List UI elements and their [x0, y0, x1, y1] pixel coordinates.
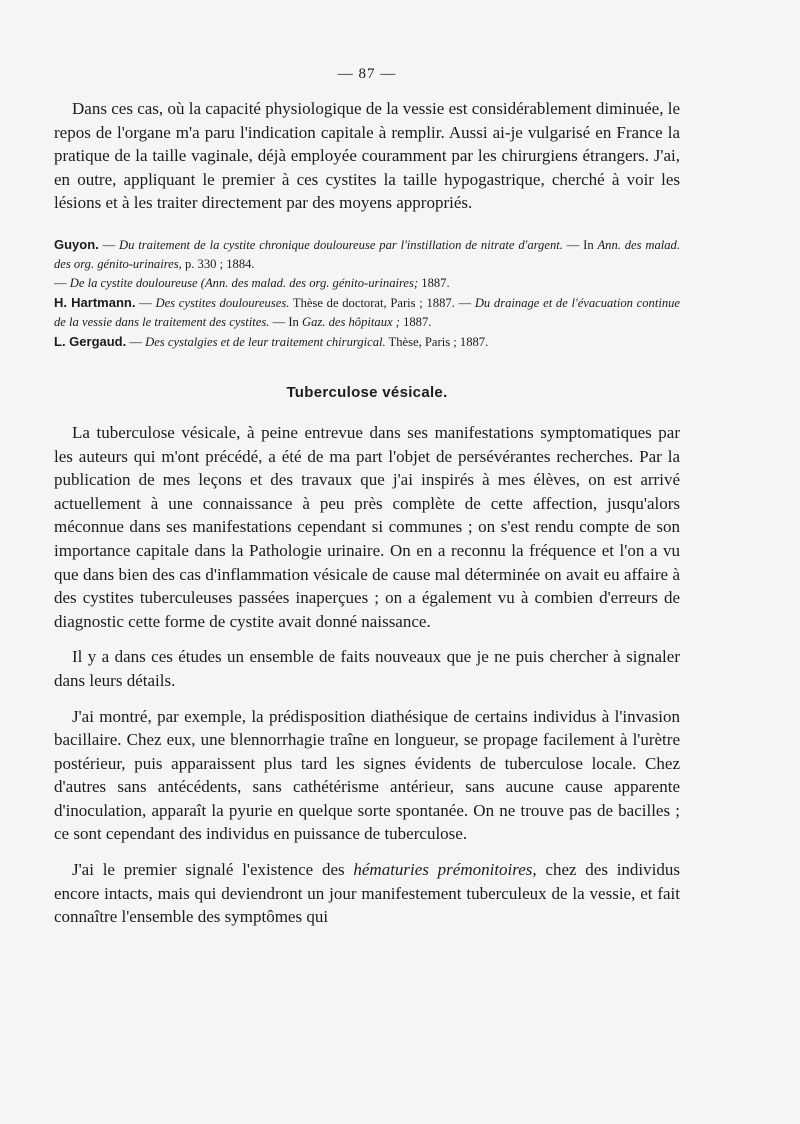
paragraph-text: , chez des individus encore intacts, mais qui deviendront un jour manifestement tuberculeux de la vessie, et fait connaître l'ensemble des symptômes qui	[54, 860, 680, 927]
reference-text: 1887.	[418, 275, 450, 290]
reference-journal: Gaz. des hôpitaux ;	[301, 314, 400, 329]
reference-guyon: Guyon. — Du traitement de la cystite chronique douloureuse par l'instillation de nitrate d'argent. — In Ann. des malad. des org. génito-urinaires, p. 330 ; 1884. — De la cystite douloureuse (Ann. des malad. des org. génito-urinaires; 1887.	[54, 236, 681, 290]
reference-title-2: Du drainage et de l'évacuation continue de la vessie dans le traitement des cystites.	[54, 295, 681, 329]
document-page	[54, 66, 680, 929]
emphasis-term: hématuries prémonitoires	[353, 860, 533, 880]
references-block	[54, 235, 680, 352]
section-title: Tuberculose vésicale.	[286, 383, 448, 401]
reference-author: Guyon.	[54, 236, 99, 252]
reference-text: Thèse de doctorat, Paris ; 1887. —	[289, 295, 475, 310]
reference-text: — In	[562, 237, 598, 252]
section-body	[54, 421, 680, 929]
section-paragraph-3: J'ai montré, par exemple, la prédisposition diathésique de certains individus à l'invasion bacillaire. Chez eux, une blennorrhagie traîne en longueur, se propage facilement à l'urètre postérieur, puis apparaissent plus tard les signes évidents de tuberculose locale. Chez d'autres sans antécédents, sans cathétérisme antérieur, sans aucune cause apparente d'inoculation, apparaît la pyurie en quelque sorte spontanée. On ne trouve pas de bacilles ; ce sont cependant des individus en puissance de tuberculose.	[54, 706, 680, 844]
reference-text: Thèse, Paris ; 1887.	[385, 334, 489, 349]
reference-separator: —	[135, 295, 156, 310]
reference-hartmann	[54, 293, 680, 332]
reference-separator: —	[98, 237, 120, 252]
section-paragraph-4	[54, 858, 680, 929]
page-number: — 87 —	[337, 66, 397, 82]
reference-author: L. Gergaud.	[54, 333, 127, 349]
reference-separator: —	[126, 334, 146, 349]
reference-title: Des cystites douloureuses.	[155, 295, 290, 310]
reference-title-2: De la cystite douloureuse (Ann. des malad. des org. génito-urinaires;	[69, 275, 419, 290]
reference-text: 1887.	[399, 314, 432, 329]
section-paragraph-2: Il y a dans ces études un ensemble de faits nouveaux que je ne puis chercher à signaler dans leurs détails.	[54, 647, 680, 690]
reference-author: H. Hartmann.	[54, 294, 136, 310]
reference-text: — In	[269, 314, 302, 329]
reference-title: Du traitement de la cystite chronique douloureuse par l'instillation de nitrate d'argent.	[119, 237, 563, 252]
paragraph-text: J'ai le premier signalé l'existence des	[72, 860, 354, 880]
reference-journal: Ann. des malad. des org. génito-urinaires,	[54, 237, 681, 271]
reference-title: Des cystalgies et de leur traitement chirurgical.	[145, 334, 386, 349]
reference-gergaud	[54, 332, 680, 352]
section-paragraph-1: La tuberculose vésicale, à peine entrevue dans ses manifestations symptomatiques par les auteurs qui m'ont précédé, a été de ma part l'objet de persévérantes recherches. Par la publication de mes leçons et des travaux que j'ai inspirés à mes élèves, on est arrivé actuellement à une connaissance à peu près complète de cette affection, jusqu'alors méconnue dans ses manifestations cependant si communes ; on s'est rendu compte de son importance capitale dans la Pathologie urinaire. On en a reconnu la fréquence et l'on a vu que dans bien des cas d'inflammation vésicale de cause mal déterminée on avait eu affaire à des cystites tuberculeuses passées inaperçues ; on a également vu à combien d'erreurs de diagnostic cette forme de cystite avait donné naissance.	[54, 422, 680, 631]
intro-paragraph: Dans ces cas, où la capacité physiologique de la vessie est considérablement diminuée, le repos de l'organe m'a paru l'indication capitale à remplir. Aussi ai-je vulgarisé en France la pratique de la taille vaginale, déjà employée couramment par les chirurgiens étrangers. J'ai, en outre, appliquant le premier à ces cystites la taille hypogastrique, cherché à voir les lésions et à les traiter directement par des moyens appropriés.	[54, 99, 680, 213]
reference-text: p. 330 ; 1884.	[181, 256, 255, 271]
